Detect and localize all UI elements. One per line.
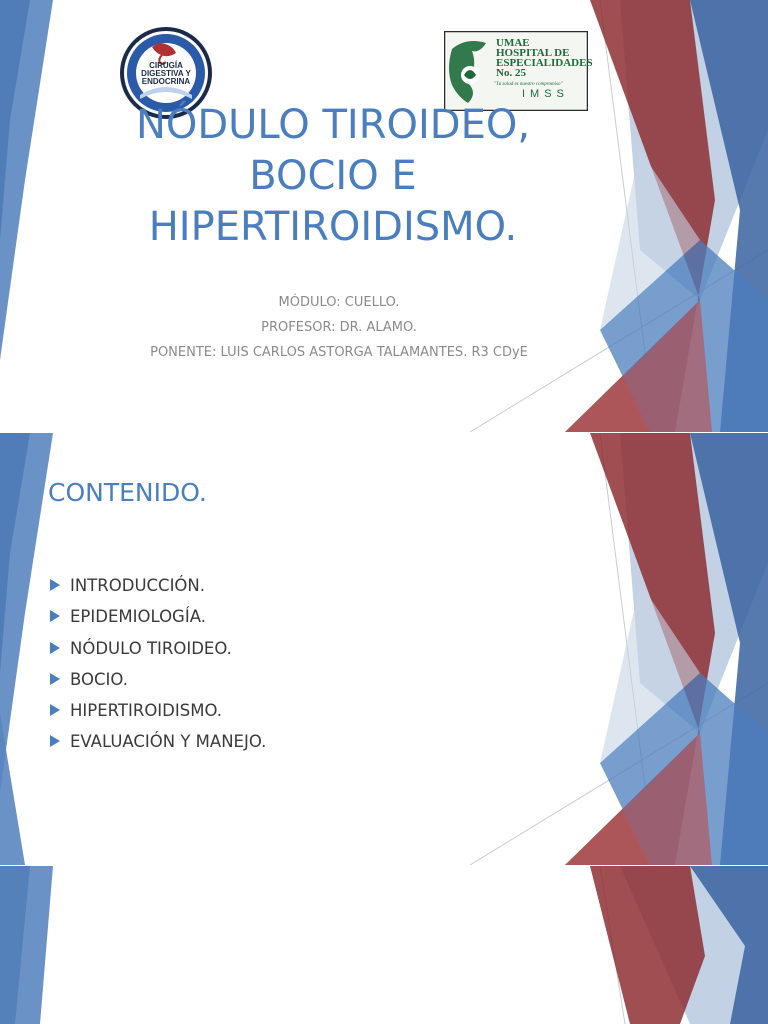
subtitle-line-module: MÓDULO: CUELLO. xyxy=(278,295,400,310)
triangle-bullet-icon xyxy=(50,704,60,716)
umae-logo-text: UMAE HOSPITAL DE ESPECIALIDADES No. 25 xyxy=(496,37,593,79)
contents-heading: CONTENIDO. xyxy=(48,478,207,507)
cirugia-logo-text: CIRUGÍA DIGESTIVA Y ENDOCRINA xyxy=(141,61,191,86)
triangle-bullet-icon xyxy=(50,642,60,654)
list-item: EVALUACIÓN Y MANEJO. xyxy=(48,728,266,759)
triangle-bullet-icon xyxy=(50,735,60,747)
subtitle-line-presenter: PONENTE: LUIS CARLOS ASTORGA TALAMANTES. R3 CDyE xyxy=(150,345,528,360)
title-line: NÓDULO TIROIDEO, xyxy=(135,102,531,148)
list-item: BOCIO. xyxy=(48,666,266,697)
slide-title xyxy=(90,100,576,253)
title-slide xyxy=(0,0,768,432)
contents-slide xyxy=(0,433,768,865)
subtitle-line-professor: PROFESOR: DR. ALAMO. xyxy=(261,320,417,335)
triangle-bullet-icon xyxy=(50,579,60,591)
list-item: INTRODUCCIÓN. xyxy=(48,572,266,603)
title-line: BOCIO E xyxy=(249,153,417,199)
imss-brand-text: IMSS xyxy=(522,88,569,100)
list-item: EPIDEMIOLOGÍA. xyxy=(48,603,266,634)
list-item: NÓDULO TIROIDEO. xyxy=(48,635,266,666)
umae-hospital-logo xyxy=(444,31,593,111)
triangle-bullet-icon xyxy=(50,673,60,685)
contents-list xyxy=(48,572,266,760)
slide-decoration xyxy=(0,866,768,1024)
list-item: HIPERTIROIDISMO. xyxy=(48,697,266,728)
slide-subtitle xyxy=(90,290,588,365)
next-slide-partial xyxy=(0,866,768,1024)
triangle-bullet-icon xyxy=(50,610,60,622)
umae-logo-slogan: "Tu salud es nuestro compromiso" xyxy=(494,82,563,87)
title-line: HIPERTIROIDISMO. xyxy=(148,204,518,250)
